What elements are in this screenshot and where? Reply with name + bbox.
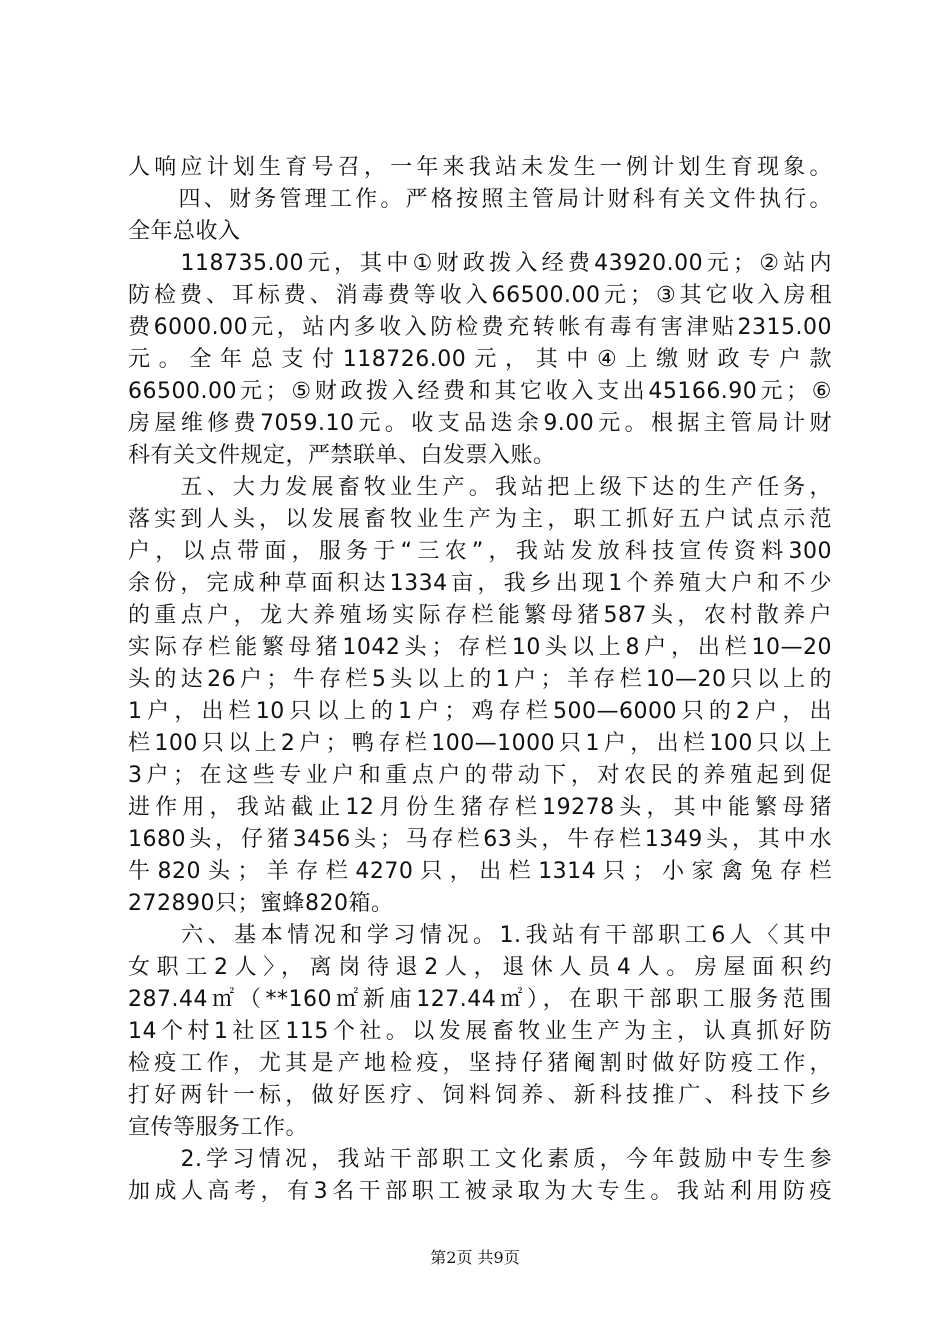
text-line: 118735.00元，其中①财政拨入经费43920.00元；②站内 — [128, 251, 832, 276]
text-line: 五、大力发展畜牧业生产。我站把上级下达的生产任务， — [128, 475, 832, 500]
text-line: 14个村1社区115个社。以发展畜牧业生产为主，认真抓好防 — [128, 1019, 832, 1044]
text-line: 检疫工作，尤其是产地检疫，坚持仔猪阉割时做好防疫工作， — [128, 1051, 832, 1076]
text-line: 头的达26户；牛存栏5头以上的1户；羊存栏10—20只以上的 — [128, 667, 832, 692]
text-line: 牛820头；羊存栏4270只，出栏1314只；小家禽兔存栏 — [128, 859, 832, 884]
text-line: 四、财务管理工作。严格按照主管局计财科有关文件执行。 — [128, 187, 832, 212]
text-line: 进作用，我站截止12月份生猪存栏19278头，其中能繁母猪 — [128, 795, 832, 820]
text-line: 1户，出栏10只以上的1户；鸡存栏500—6000只的2户，出 — [128, 699, 832, 724]
text-line: 落实到人头，以发展畜牧业生产为主，职工抓好五户试点示范 — [128, 507, 832, 532]
text-line: 女职工2人〉，离岗待退2人，退休人员4人。房屋面积约 — [128, 955, 832, 980]
text-line: 元。全年总支付118726.00元，其中④上缴财政专户款 — [128, 347, 832, 372]
text-line: 人响应计划生育号召，一年来我站未发生一例计划生育现象。 — [128, 155, 832, 180]
text-line: 66500.00元；⑤财政拨入经费和其它收入支出45166.90元；⑥ — [128, 379, 832, 404]
text-line: 1680头，仔猪3456头；马存栏63头，牛存栏1349头，其中水 — [128, 827, 832, 852]
text-line: 宣传等服务工作。 — [128, 1115, 309, 1140]
text-line: 户，以点带面，服务于“三农”，我站发放科技宣传资料300 — [128, 539, 832, 564]
text-line: 余份，完成种草面积达1334亩，我乡出现1个养殖大户和不少 — [128, 571, 832, 596]
page-number: 第2页 共9页 — [430, 1248, 520, 1267]
text-line: 加成人高考，有3名干部职工被录取为大专生。我站利用防疫 — [128, 1179, 832, 1204]
text-line: 栏100只以上2户；鸭存栏100—1000只1户，出栏100只以上 — [128, 731, 832, 756]
text-line: 272890只；蜜蜂820箱。 — [128, 891, 394, 916]
text-line: 3户；在这些专业户和重点户的带动下，对农民的养殖起到促 — [128, 763, 832, 788]
document-body — [128, 152, 832, 1208]
text-line: 2.学习情况，我站干部职工文化素质，今年鼓励中专生参 — [128, 1147, 832, 1172]
text-line: 科有关文件规定，严禁联单、白发票入账。 — [128, 443, 556, 468]
text-line: 打好两针一标，做好医疗、饲料饲养、新科技推广、科技下乡 — [128, 1083, 832, 1108]
text-line: 的重点户，龙大养殖场实际存栏能繁母猪587头，农村散养户 — [128, 603, 832, 628]
text-line: 房屋维修费7059.10元。收支品迭余9.00元。根据主管局计财 — [128, 411, 832, 436]
text-line: 全年总收入 — [128, 219, 241, 244]
text-line: 六、基本情况和学习情况。1.我站有干部职工6人〈其中 — [128, 923, 832, 948]
text-line: 实际存栏能繁母猪1042头；存栏10头以上8户，出栏10—20 — [128, 635, 832, 660]
text-line: 防检费、耳标费、消毒费等收入66500.00元；③其它收入房租 — [128, 283, 832, 308]
text-line: 费6000.00元，站内多收入防检费充转帐有毒有害津贴2315.00 — [128, 315, 832, 340]
text-line: 287.44㎡（**160㎡新庙127.44㎡），在职干部职工服务范围 — [128, 987, 832, 1012]
